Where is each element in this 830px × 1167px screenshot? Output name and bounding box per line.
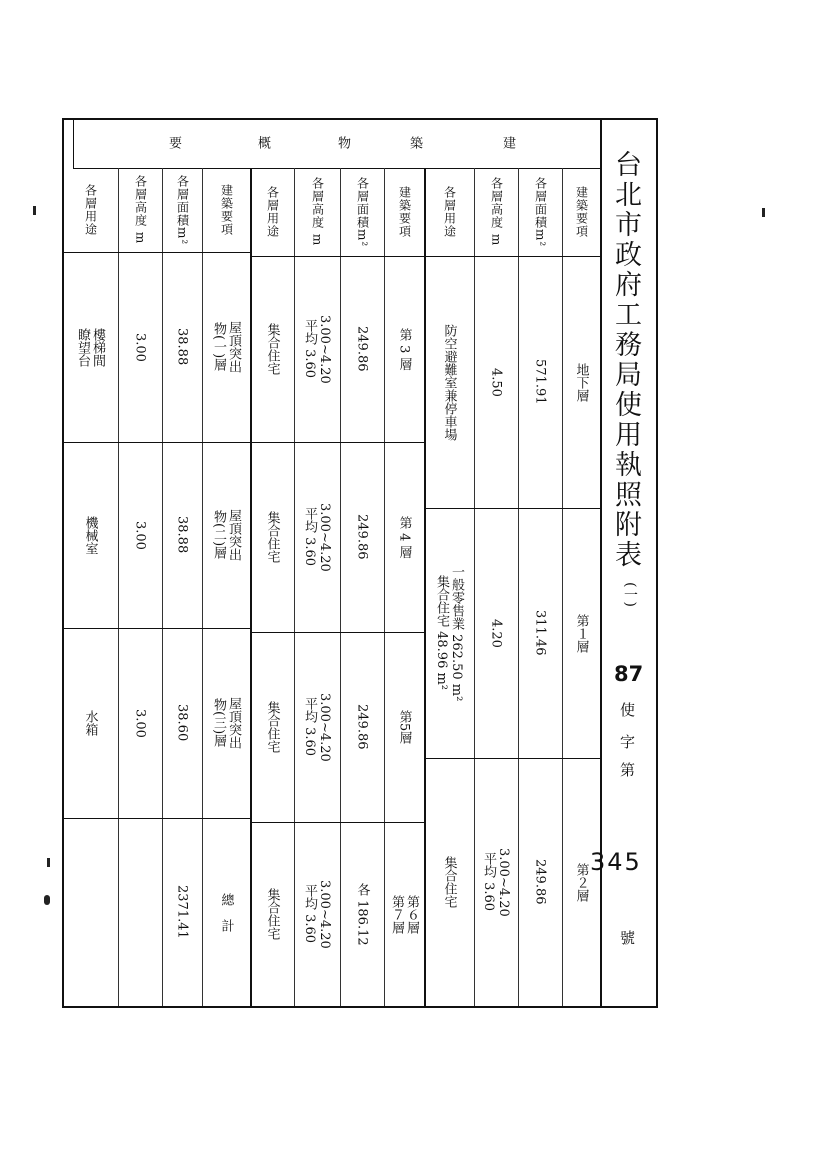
title-divider (600, 118, 602, 1008)
area-value: 2371.41 (174, 885, 190, 939)
header-label: 建築要項 (574, 186, 589, 238)
table-cell (340, 442, 384, 632)
table-cell (202, 442, 250, 628)
table-cell (518, 508, 562, 758)
table-cell (518, 256, 562, 508)
height-value: 3.00~4.20 平均 3.60 (481, 847, 511, 917)
header-label: 各層面積m² (533, 176, 548, 248)
table-cell (250, 632, 294, 822)
license-char-zi: 字 (618, 734, 636, 749)
table-cell (384, 256, 424, 442)
table-cell (294, 442, 340, 632)
use-value: 集合住宅 (264, 888, 280, 940)
table-cell (562, 508, 600, 758)
table-cell (518, 758, 562, 1006)
table-cell (474, 256, 518, 508)
area-value: 38.88 (174, 328, 190, 366)
use-value: 機械室 (82, 515, 98, 555)
area-value: 311.46 (532, 610, 548, 656)
table-cell (202, 818, 250, 1006)
use-value: 樓梯間 瞭望台 (75, 327, 105, 367)
table-cell (118, 628, 162, 818)
floor-label: 屋頂突出 物(二)層 (211, 509, 241, 561)
table-cell (424, 256, 474, 508)
table-cell (250, 822, 294, 1006)
band1-header-use (424, 168, 474, 256)
table-cell (384, 822, 424, 1006)
header-label: 各層面積m² (355, 176, 370, 248)
table-cell (384, 442, 424, 632)
header-label: 各層面積m² (175, 174, 190, 246)
page-title: 台北市政府工務局使用執照附表 (610, 150, 641, 570)
table-cell (340, 822, 384, 1006)
header-label: 建築要項 (397, 186, 412, 238)
band2-header-height (294, 168, 340, 256)
floor-label: 第６層 第７層 (389, 894, 419, 934)
table-cell (562, 256, 600, 508)
height-value: 3.00~4.20 平均 3.60 (302, 879, 332, 949)
floor-label: 第5層 (396, 709, 412, 745)
header-label: 各層高度 m (133, 175, 148, 245)
table-cell (202, 252, 250, 442)
header-label: 各層用途 (265, 186, 280, 238)
floor-label: 第 3 層 (396, 327, 412, 371)
section-header-char: 物 (335, 136, 350, 149)
height-value: 4.20 (488, 618, 504, 648)
table-cell (62, 252, 118, 442)
band2-header-item (384, 168, 424, 256)
table-cell (340, 632, 384, 822)
area-value: 249.86 (354, 514, 370, 560)
header-label: 各層用途 (442, 186, 457, 238)
use-value: 防空避難室兼停車場 (441, 323, 457, 441)
area-value: 各 186.12 (354, 882, 370, 946)
license-char-di: 第 (618, 762, 636, 777)
title-suffix: (一) (622, 582, 638, 607)
area-value: 249.86 (354, 326, 370, 372)
table-cell (118, 442, 162, 628)
license-number: 345 (590, 848, 642, 876)
use-value: 集合住宅 (441, 856, 457, 908)
band1-header-height (474, 168, 518, 256)
table-cell (118, 252, 162, 442)
height-value: 3.00~4.20 平均 3.60 (302, 502, 332, 572)
section-header-char: 築 (407, 136, 422, 149)
table-cell (62, 442, 118, 628)
height-value: 3.00~4.20 平均 3.60 (302, 692, 332, 762)
floor-label: 屋頂突出 物(三)層 (211, 697, 241, 749)
band3-header-height (118, 168, 162, 252)
table-cell (294, 632, 340, 822)
table-cell (162, 628, 202, 818)
section-header-char: 建 (500, 136, 515, 149)
license-year: 87 (614, 662, 644, 686)
license-char-hao: 號 (618, 930, 636, 945)
area-value: 38.88 (174, 516, 190, 554)
use-value: 集合住宅 (264, 323, 280, 375)
use-value: 一般零售業 262.50 m² 集合住宅 48.96 m² (434, 564, 464, 702)
band2-header-use (250, 168, 294, 256)
band3-header-area (162, 168, 202, 252)
header-label: 建築要項 (219, 184, 234, 236)
scan-mark (762, 208, 765, 217)
floor-label: 地下層 (573, 362, 589, 402)
scan-mark (33, 206, 36, 215)
height-value: 3.00 (132, 520, 148, 550)
use-value: 集合住宅 (264, 701, 280, 753)
floor-label: 第１層 (573, 613, 589, 653)
table-cell (250, 442, 294, 632)
scan-mark (44, 895, 50, 905)
area-value: 38.60 (174, 704, 190, 742)
table-cell (424, 758, 474, 1006)
table-cell (424, 508, 474, 758)
scan-mark (47, 858, 50, 867)
header-label: 各層高度 m (310, 177, 325, 247)
table-cell (384, 632, 424, 822)
area-value: 249.86 (354, 704, 370, 750)
table-cell (62, 818, 118, 1006)
floor-label: 總 計 (218, 892, 234, 932)
floor-label: 第２層 (573, 862, 589, 902)
section-header-char: 要 (166, 136, 181, 149)
floor-label: 屋頂突出 物(一)層 (211, 321, 241, 373)
table-cell (202, 628, 250, 818)
height-value: 4.50 (488, 367, 504, 397)
area-value: 249.86 (532, 859, 548, 905)
table-cell (162, 818, 202, 1006)
band2-header-area (340, 168, 384, 256)
band1-header-area (518, 168, 562, 256)
table-cell (474, 508, 518, 758)
license-char-shi: 使 (618, 702, 636, 717)
table-cell (474, 758, 518, 1006)
area-value: 571.91 (532, 359, 548, 405)
floor-label: 第 4 層 (396, 515, 412, 559)
height-value: 3.00 (132, 708, 148, 738)
table-cell (294, 256, 340, 442)
table-cell (162, 252, 202, 442)
table-cell (294, 822, 340, 1006)
use-value: 集合住宅 (264, 511, 280, 563)
header-label: 各層用途 (83, 184, 98, 236)
height-value: 3.00 (132, 332, 148, 362)
table-cell (118, 818, 162, 1006)
table-cell (62, 628, 118, 818)
section-header-letters (73, 120, 601, 168)
header-label: 各層高度 m (489, 177, 504, 247)
table-cell (340, 256, 384, 442)
band3-header-use (62, 168, 118, 252)
use-value: 水箱 (82, 710, 98, 736)
height-value: 3.00~4.20 平均 3.60 (302, 314, 332, 384)
table-cell (250, 256, 294, 442)
table-cell (562, 758, 600, 1006)
band1-header-item (562, 168, 600, 256)
band3-header-item (202, 168, 250, 252)
section-header-char: 概 (255, 136, 270, 149)
table-cell (162, 442, 202, 628)
